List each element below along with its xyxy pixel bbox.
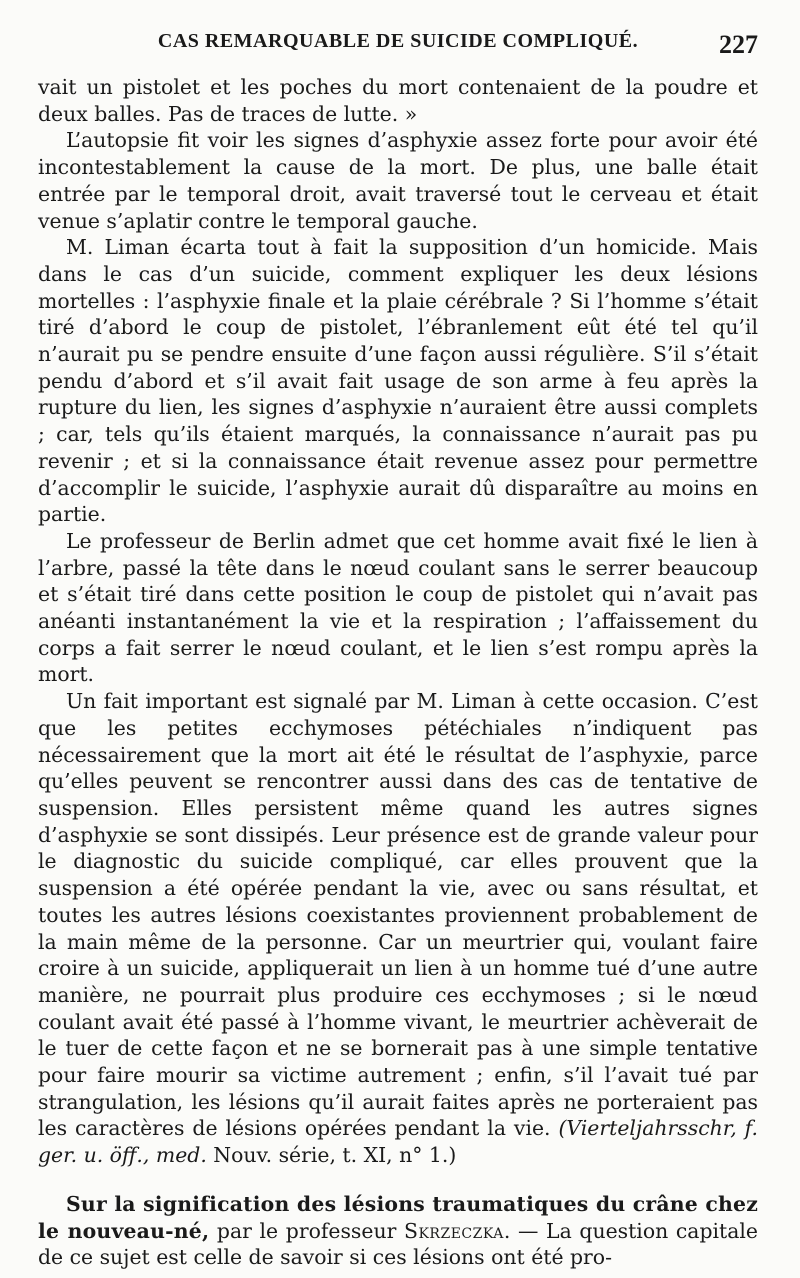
section-author: Skrzeczka (404, 1218, 504, 1243)
paragraph-continuation: vait un pistolet et les poches du mort contenaient de la poudre et deux balles. Pas de traces de lutte. » (38, 75, 758, 126)
paragraph-autopsy: L’autopsie fit voir les signes d’asphyxie assez forte pour avoir été incontestablement la cause de la mort. De plus, une balle était entrée par le temporal droit, avait traversé tout le cerveau et était venue s’aplatir contre le temporal gauche. (38, 128, 758, 233)
paragraph-ecchymoses-text: Un fait important est signalé par M. Liman à cette occasion. C’est que les petites ecchymoses pétéchiales n’indiquent pas nécessairement que la mort ait été le résultat de l’asphyxie, parce qu’elles peuvent se rencontrer aussi dans des cas de tentative de suspension. Elles persistent même quand les autres signes d’asphyxie se sont dissipés. Leur présence est de grande valeur pour le diagnostic du suicide compliqué, car elles prouvent que la suspension a été opérée pendant la vie, avec ou sans résultat, et toutes les autres lésions coexistantes proviennent probablement de la main même de la personne. Car un meurtrier qui, voulant faire croire à un suicide, appliquerait un lien à un homme tué d’une autre manière, ne pourrait plus produire ces ecchymoses ; si le nœud coulant avait été passé à l’homme vivant, le meurtrier achèverait de le tuer de cette façon et ne se bornerait pas à une simple tentative pour faire mourir sa victime autrement ; enfin, s’il l’avait tué par strangulation, les lésions qu’il aurait faites après ne porteraient pas les caractères de lésions opérées pendant la vie. (38, 689, 758, 1141)
section-text: . — La question capitale de ce sujet est celle de savoir si ces lésions ont été pro- (38, 1218, 758, 1270)
paragraph-berlin-professor: Le professeur de Berlin admet que cet homme avait fixé le lien à l’arbre, passé la tête dans le nœud coulant sans le serrer beaucoup et s’était tiré dans cette position le coup de pistolet qui n’avait pas anéanti instantanément la vie et la respiration ; l’affaissement du corps a fait serrer le nœud coulant, et le lien s’est rompu après la mort. (38, 528, 758, 687)
section-author-prefix: par le professeur (216, 1218, 397, 1243)
paragraph-ecchymoses (38, 688, 758, 1169)
citation-journal: (Vierteljahrsschr, f. ger. u. öff., (38, 1116, 758, 1168)
citation-tail: Nouv. série, t. XI, n° 1.) (213, 1143, 457, 1168)
section-new-article (38, 1191, 758, 1271)
section-title: Sur la signification des lésions traumatiques du crâne chez le nouveau-né, (38, 1191, 758, 1243)
running-title: CAS REMARQUABLE DE SUICIDE COMPLIQUÉ. (157, 30, 639, 52)
body-text (38, 74, 758, 1271)
page-number: 227 (719, 30, 758, 59)
citation-med: med. (155, 1143, 207, 1168)
page-header (38, 30, 758, 70)
paragraph-liman-analysis: M. Liman écarta tout à fait la supposition d’un homicide. Mais dans le cas d’un suicide, comment expliquer les deux lésions mortelles : l’asphyxie finale et la plaie cérébrale ? Si l’homme s’était tiré d’abord le coup de pistolet, l’ébranlement eût été tel qu’il n’aurait pu se pendre ensuite d’une façon aussi régulière. S’il s’était pendu d’abord et s’il avait fait usage de son arme à feu après la rupture du lien, les signes d’asphyxie n’auraient être aussi complets ; car, tels qu’ils étaient marqués, la connaissance n’aurait pas pu revenir ; et si la connaissance était revenue assez pour permettre d’accomplir le suicide, l’asphyxie aurait dû disparaître au moins en partie. (38, 235, 758, 527)
